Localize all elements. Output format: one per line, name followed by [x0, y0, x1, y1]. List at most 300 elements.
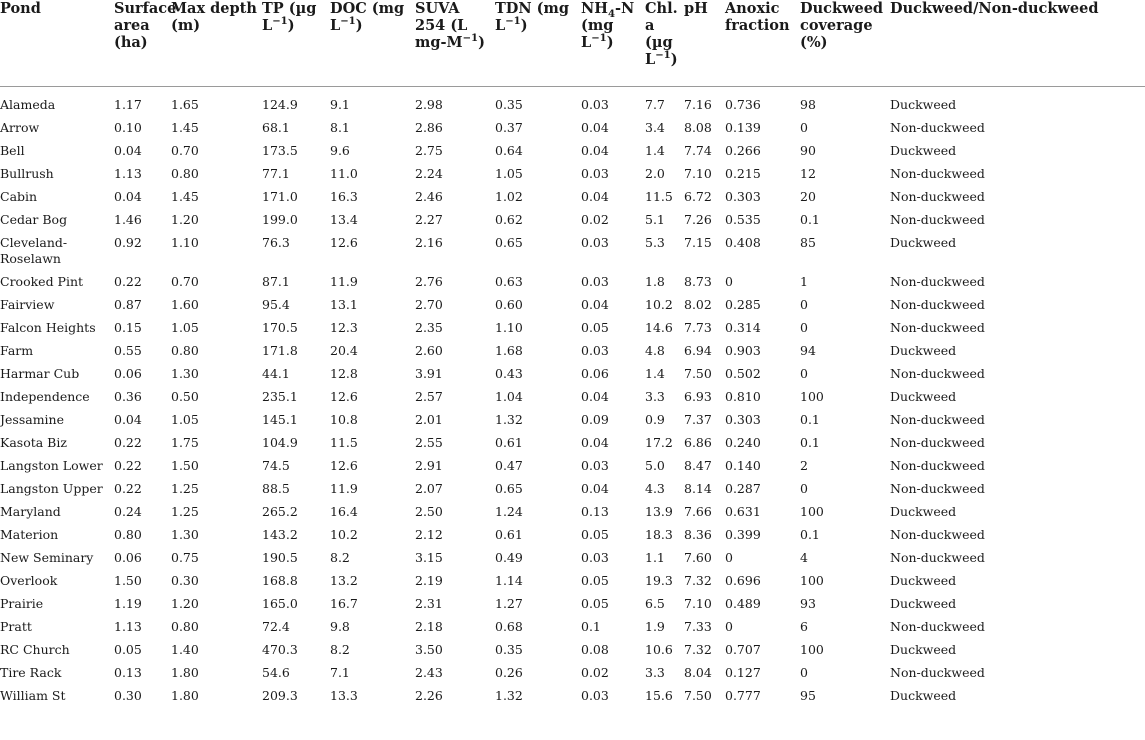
cell-max-depth: 1.20 [171, 211, 199, 227]
table-row [0, 293, 1145, 316]
cell-surface-area: 0.22 [114, 457, 142, 473]
cell-anoxic-fraction: 0.127 [725, 664, 761, 680]
cell-nh4n: 0.05 [581, 595, 609, 611]
cell-surface-area: 0.22 [114, 273, 142, 289]
cell-anoxic-fraction: 0.736 [725, 96, 761, 112]
cell-nh4n: 0.04 [581, 119, 609, 135]
cell-tdn: 0.68 [495, 618, 523, 634]
cell-duckweed-coverage: 95 [800, 687, 816, 703]
cell-pond: Cedar Bog [0, 211, 68, 227]
cell-suva: 2.19 [415, 572, 443, 588]
cell-surface-area: 1.13 [114, 165, 142, 181]
cell-tp: 265.2 [262, 503, 298, 519]
cell-pond: Crooked Pint [0, 273, 84, 289]
cell-suva: 2.07 [415, 480, 443, 496]
cell-pond: Bell [0, 142, 25, 158]
cell-nh4n: 0.13 [581, 503, 609, 519]
column-header-surface-area: Surface area (ha) [114, 0, 171, 86]
cell-suva: 2.50 [415, 503, 443, 519]
cell-max-depth: 1.45 [171, 119, 199, 135]
cell-duckweed-class: Non-duckweed [890, 273, 985, 289]
cell-chl-a: 3.4 [645, 119, 665, 135]
cell-tp: 95.4 [262, 296, 290, 312]
cell-doc: 13.1 [330, 296, 358, 312]
cell-tdn: 0.60 [495, 296, 523, 312]
header-row [0, 0, 1145, 86]
cell-chl-a: 7.7 [645, 96, 665, 112]
cell-chl-a: 5.3 [645, 234, 665, 250]
cell-tdn: 0.37 [495, 119, 523, 135]
table-row [0, 93, 1145, 116]
table-row [0, 231, 1145, 270]
table-row [0, 477, 1145, 500]
table-row [0, 638, 1145, 661]
table-row [0, 408, 1145, 431]
cell-nh4n: 0.08 [581, 641, 609, 657]
cell-pond: Prairie [0, 595, 44, 611]
cell-ph: 7.74 [684, 142, 712, 158]
cell-ph: 7.37 [684, 411, 712, 427]
cell-tdn: 0.65 [495, 480, 523, 496]
cell-chl-a: 3.3 [645, 388, 665, 404]
cell-tdn: 1.14 [495, 572, 523, 588]
cell-chl-a: 11.5 [645, 188, 673, 204]
cell-ph: 7.60 [684, 549, 712, 565]
cell-tp: 199.0 [262, 211, 298, 227]
cell-ph: 6.94 [684, 342, 712, 358]
cell-tdn: 0.35 [495, 96, 523, 112]
cell-pond: Fairview [0, 296, 55, 312]
cell-doc: 9.1 [330, 96, 350, 112]
cell-duckweed-class: Non-duckweed [890, 119, 985, 135]
cell-suva: 2.35 [415, 319, 443, 335]
cell-nh4n: 0.03 [581, 273, 609, 289]
cell-nh4n: 0.03 [581, 96, 609, 112]
cell-max-depth: 1.10 [171, 234, 199, 250]
cell-chl-a: 19.3 [645, 572, 673, 588]
cell-pond: William St [0, 687, 66, 703]
cell-duckweed-coverage: 0 [800, 664, 808, 680]
cell-anoxic-fraction: 0.303 [725, 411, 761, 427]
cell-anoxic-fraction: 0.489 [725, 595, 761, 611]
table-row [0, 431, 1145, 454]
cell-anoxic-fraction: 0.408 [725, 234, 761, 250]
cell-duckweed-class: Non-duckweed [890, 434, 985, 450]
cell-surface-area: 0.13 [114, 664, 142, 680]
cell-pond: Kasota Biz [0, 434, 67, 450]
column-header-ph: pH [684, 0, 725, 86]
cell-anoxic-fraction: 0 [725, 273, 733, 289]
cell-anoxic-fraction: 0 [725, 618, 733, 634]
cell-chl-a: 5.1 [645, 211, 665, 227]
cell-chl-a: 10.6 [645, 641, 673, 657]
cell-nh4n: 0.02 [581, 664, 609, 680]
cell-tdn: 0.35 [495, 641, 523, 657]
cell-tp: 165.0 [262, 595, 298, 611]
cell-anoxic-fraction: 0 [725, 549, 733, 565]
cell-nh4n: 0.04 [581, 434, 609, 450]
column-header-duckweed-class: Duckweed/Non-duckweed [890, 0, 1145, 86]
cell-chl-a: 1.9 [645, 618, 665, 634]
cell-chl-a: 18.3 [645, 526, 673, 542]
cell-duckweed-class: Non-duckweed [890, 480, 985, 496]
cell-pond: Langston Lower [0, 457, 103, 473]
cell-max-depth: 1.40 [171, 641, 199, 657]
cell-ph: 8.08 [684, 119, 712, 135]
cell-pond: Pratt [0, 618, 32, 634]
cell-tp: 44.1 [262, 365, 290, 381]
cell-duckweed-coverage: 0 [800, 119, 808, 135]
cell-nh4n: 0.02 [581, 211, 609, 227]
cell-surface-area: 0.80 [114, 526, 142, 542]
cell-doc: 12.3 [330, 319, 358, 335]
cell-suva: 3.15 [415, 549, 443, 565]
cell-pond: New Seminary [0, 549, 94, 565]
cell-ph: 8.14 [684, 480, 712, 496]
cell-doc: 12.6 [330, 234, 358, 250]
cell-doc: 11.0 [330, 165, 358, 181]
cell-max-depth: 1.05 [171, 411, 199, 427]
cell-tp: 209.3 [262, 687, 298, 703]
cell-duckweed-coverage: 100 [800, 503, 824, 519]
cell-ph: 8.04 [684, 664, 712, 680]
cell-tdn: 0.64 [495, 142, 523, 158]
cell-duckweed-class: Non-duckweed [890, 411, 985, 427]
cell-tdn: 1.04 [495, 388, 523, 404]
cell-max-depth: 0.70 [171, 273, 199, 289]
cell-duckweed-coverage: 100 [800, 641, 824, 657]
column-header-suva: SUVA 254 (L $mg-M^{-1}$) [415, 0, 495, 86]
table-row [0, 316, 1145, 339]
cell-tp: 170.5 [262, 319, 298, 335]
cell-doc: 11.5 [330, 434, 358, 450]
column-header-tp: TP (µg $L^{-1}$) [262, 0, 330, 86]
cell-duckweed-class: Duckweed [890, 687, 957, 703]
cell-anoxic-fraction: 0.266 [725, 142, 761, 158]
cell-anoxic-fraction: 0.140 [725, 457, 761, 473]
cell-suva: 2.55 [415, 434, 443, 450]
cell-pond: Bullrush [0, 165, 54, 181]
cell-anoxic-fraction: 0.287 [725, 480, 761, 496]
cell-pond: Jessamine [0, 411, 64, 427]
cell-tdn: 1.68 [495, 342, 523, 358]
cell-duckweed-coverage: 1 [800, 273, 808, 289]
cell-anoxic-fraction: 0.502 [725, 365, 761, 381]
cell-ph: 7.15 [684, 234, 712, 250]
cell-suva: 3.50 [415, 641, 443, 657]
cell-duckweed-class: Duckweed [890, 641, 957, 657]
cell-suva: 2.86 [415, 119, 443, 135]
cell-duckweed-coverage: 0 [800, 480, 808, 496]
cell-anoxic-fraction: 0.285 [725, 296, 761, 312]
table-row [0, 569, 1145, 592]
cell-max-depth: 1.25 [171, 480, 199, 496]
cell-pond: Falcon Heights [0, 319, 96, 335]
cell-max-depth: 0.30 [171, 572, 199, 588]
cell-duckweed-class: Duckweed [890, 572, 957, 588]
cell-tdn: 1.02 [495, 188, 523, 204]
cell-pond: Independence [0, 388, 90, 404]
cell-tp: 74.5 [262, 457, 290, 473]
cell-chl-a: 1.8 [645, 273, 665, 289]
cell-pond: RC Church [0, 641, 70, 657]
cell-duckweed-coverage: 6 [800, 618, 808, 634]
cell-duckweed-class: Duckweed [890, 234, 957, 250]
cell-ph: 7.26 [684, 211, 712, 227]
cell-surface-area: 0.04 [114, 142, 142, 158]
cell-duckweed-coverage: 0.1 [800, 434, 820, 450]
cell-chl-a: 2.0 [645, 165, 665, 181]
cell-max-depth: 1.80 [171, 664, 199, 680]
cell-doc: 12.6 [330, 457, 358, 473]
cell-tp: 470.3 [262, 641, 298, 657]
cell-surface-area: 1.19 [114, 595, 142, 611]
column-header-nh4n: $NH_4-N$ (mg $L^{-1}$) [581, 0, 645, 86]
cell-duckweed-coverage: 12 [800, 165, 816, 181]
cell-max-depth: 1.20 [171, 595, 199, 611]
cell-pond: Materion [0, 526, 59, 542]
cell-chl-a: 17.2 [645, 434, 673, 450]
cell-suva: 2.57 [415, 388, 443, 404]
cell-duckweed-class: Non-duckweed [890, 618, 985, 634]
cell-anoxic-fraction: 0.240 [725, 434, 761, 450]
cell-anoxic-fraction: 0.399 [725, 526, 761, 542]
cell-surface-area: 0.22 [114, 480, 142, 496]
cell-duckweed-class: Non-duckweed [890, 664, 985, 680]
cell-surface-area: 0.30 [114, 687, 142, 703]
cell-duckweed-class: Non-duckweed [890, 296, 985, 312]
cell-tp: 76.3 [262, 234, 290, 250]
cell-ph: 7.73 [684, 319, 712, 335]
cell-tp: 190.5 [262, 549, 298, 565]
cell-anoxic-fraction: 0.631 [725, 503, 761, 519]
cell-max-depth: 1.30 [171, 365, 199, 381]
column-header-pond: Pond [0, 0, 114, 86]
cell-duckweed-class: Non-duckweed [890, 365, 985, 381]
cell-nh4n: 0.09 [581, 411, 609, 427]
cell-tp: 124.9 [262, 96, 298, 112]
cell-surface-area: 0.15 [114, 319, 142, 335]
table-row [0, 454, 1145, 477]
cell-max-depth: 1.25 [171, 503, 199, 519]
cell-anoxic-fraction: 0.903 [725, 342, 761, 358]
cell-max-depth: 0.70 [171, 142, 199, 158]
cell-tdn: 1.10 [495, 319, 523, 335]
cell-pond: Langston Upper [0, 480, 103, 496]
cell-doc: 20.4 [330, 342, 358, 358]
cell-anoxic-fraction: 0.314 [725, 319, 761, 335]
cell-anoxic-fraction: 0.696 [725, 572, 761, 588]
cell-ph: 8.36 [684, 526, 712, 542]
cell-anoxic-fraction: 0.777 [725, 687, 761, 703]
cell-surface-area: 0.04 [114, 411, 142, 427]
table-row [0, 116, 1145, 139]
cell-nh4n: 0.05 [581, 319, 609, 335]
cell-tdn: 0.47 [495, 457, 523, 473]
cell-tp: 88.5 [262, 480, 290, 496]
cell-tdn: 1.24 [495, 503, 523, 519]
cell-tp: 173.5 [262, 142, 298, 158]
cell-suva: 2.18 [415, 618, 443, 634]
cell-tdn: 0.65 [495, 234, 523, 250]
cell-duckweed-coverage: 0 [800, 296, 808, 312]
cell-tp: 171.8 [262, 342, 298, 358]
cell-nh4n: 0.03 [581, 165, 609, 181]
cell-duckweed-class: Non-duckweed [890, 526, 985, 542]
cell-duckweed-class: Duckweed [890, 96, 957, 112]
cell-suva: 2.12 [415, 526, 443, 542]
cell-doc: 11.9 [330, 273, 358, 289]
cell-duckweed-class: Duckweed [890, 342, 957, 358]
cell-doc: 13.2 [330, 572, 358, 588]
cell-max-depth: 0.80 [171, 618, 199, 634]
cell-duckweed-coverage: 0.1 [800, 526, 820, 542]
cell-max-depth: 1.60 [171, 296, 199, 312]
cell-surface-area: 0.22 [114, 434, 142, 450]
column-header-duckweed-coverage: Duckweed coverage (%) [800, 0, 890, 86]
cell-doc: 13.4 [330, 211, 358, 227]
cell-ph: 7.33 [684, 618, 712, 634]
cell-nh4n: 0.04 [581, 188, 609, 204]
cell-ph: 6.86 [684, 434, 712, 450]
cell-pond: Cleveland-Roselawn [0, 234, 68, 266]
cell-ph: 7.32 [684, 572, 712, 588]
cell-ph: 6.72 [684, 188, 712, 204]
cell-duckweed-coverage: 0.1 [800, 211, 820, 227]
cell-tdn: 0.26 [495, 664, 523, 680]
cell-surface-area: 0.06 [114, 365, 142, 381]
cell-surface-area: 1.46 [114, 211, 142, 227]
cell-duckweed-coverage: 2 [800, 457, 808, 473]
cell-chl-a: 15.6 [645, 687, 673, 703]
table-row [0, 385, 1145, 408]
cell-surface-area: 0.05 [114, 641, 142, 657]
cell-max-depth: 1.65 [171, 96, 199, 112]
cell-tp: 68.1 [262, 119, 290, 135]
cell-tdn: 1.27 [495, 595, 523, 611]
cell-nh4n: 0.05 [581, 526, 609, 542]
cell-chl-a: 10.2 [645, 296, 673, 312]
cell-doc: 16.4 [330, 503, 358, 519]
cell-tp: 54.6 [262, 664, 290, 680]
cell-tdn: 1.32 [495, 411, 523, 427]
cell-duckweed-class: Non-duckweed [890, 211, 985, 227]
cell-ph: 8.02 [684, 296, 712, 312]
cell-duckweed-class: Duckweed [890, 595, 957, 611]
cell-duckweed-coverage: 85 [800, 234, 816, 250]
cell-anoxic-fraction: 0.303 [725, 188, 761, 204]
cell-max-depth: 0.50 [171, 388, 199, 404]
cell-suva: 2.91 [415, 457, 443, 473]
cell-doc: 10.2 [330, 526, 358, 542]
cell-max-depth: 0.80 [171, 342, 199, 358]
cell-ph: 7.32 [684, 641, 712, 657]
cell-max-depth: 1.75 [171, 434, 199, 450]
cell-chl-a: 1.4 [645, 365, 665, 381]
cell-doc: 11.9 [330, 480, 358, 496]
cell-tp: 104.9 [262, 434, 298, 450]
cell-anoxic-fraction: 0.215 [725, 165, 761, 181]
table-row [0, 139, 1145, 162]
cell-surface-area: 1.13 [114, 618, 142, 634]
cell-suva: 2.46 [415, 188, 443, 204]
cell-tdn: 1.05 [495, 165, 523, 181]
cell-duckweed-coverage: 0 [800, 319, 808, 335]
cell-nh4n: 0.05 [581, 572, 609, 588]
cell-ph: 7.16 [684, 96, 712, 112]
cell-doc: 12.8 [330, 365, 358, 381]
cell-tdn: 0.61 [495, 434, 523, 450]
cell-anoxic-fraction: 0.707 [725, 641, 761, 657]
column-header-tdn: TDN (mg $L^{-1}$) [495, 0, 581, 86]
cell-duckweed-class: Duckweed [890, 503, 957, 519]
cell-surface-area: 0.36 [114, 388, 142, 404]
cell-chl-a: 13.9 [645, 503, 673, 519]
cell-surface-area: 0.10 [114, 119, 142, 135]
cell-doc: 10.8 [330, 411, 358, 427]
table-row [0, 684, 1145, 707]
cell-doc: 12.6 [330, 388, 358, 404]
cell-duckweed-coverage: 20 [800, 188, 816, 204]
cell-max-depth: 1.80 [171, 687, 199, 703]
cell-pond: Alameda [0, 96, 56, 112]
cell-max-depth: 1.45 [171, 188, 199, 204]
cell-suva: 2.27 [415, 211, 443, 227]
cell-pond: Maryland [0, 503, 61, 519]
column-header-anoxic-fraction: Anoxic fraction [725, 0, 800, 86]
cell-suva: 2.60 [415, 342, 443, 358]
cell-doc: 8.2 [330, 549, 350, 565]
cell-duckweed-class: Non-duckweed [890, 165, 985, 181]
cell-surface-area: 1.50 [114, 572, 142, 588]
cell-ph: 7.10 [684, 165, 712, 181]
table-row [0, 661, 1145, 684]
cell-duckweed-coverage: 4 [800, 549, 808, 565]
cell-max-depth: 1.50 [171, 457, 199, 473]
cell-ph: 6.93 [684, 388, 712, 404]
cell-duckweed-coverage: 94 [800, 342, 816, 358]
cell-ph: 8.47 [684, 457, 712, 473]
cell-pond: Cabin [0, 188, 38, 204]
cell-chl-a: 6.5 [645, 595, 665, 611]
cell-pond: Harmar Cub [0, 365, 80, 381]
cell-nh4n: 0.03 [581, 687, 609, 703]
cell-tp: 145.1 [262, 411, 298, 427]
cell-doc: 16.3 [330, 188, 358, 204]
cell-chl-a: 5.0 [645, 457, 665, 473]
cell-tdn: 0.49 [495, 549, 523, 565]
table-row [0, 500, 1145, 523]
table-row [0, 185, 1145, 208]
cell-suva: 2.24 [415, 165, 443, 181]
cell-surface-area: 0.04 [114, 188, 142, 204]
cell-duckweed-class: Non-duckweed [890, 457, 985, 473]
cell-nh4n: 0.03 [581, 549, 609, 565]
cell-doc: 9.6 [330, 142, 350, 158]
cell-tp: 143.2 [262, 526, 298, 542]
cell-chl-a: 14.6 [645, 319, 673, 335]
cell-duckweed-coverage: 100 [800, 388, 824, 404]
cell-surface-area: 0.92 [114, 234, 142, 250]
cell-doc: 13.3 [330, 687, 358, 703]
cell-pond: Overlook [0, 572, 58, 588]
table-row [0, 615, 1145, 638]
cell-chl-a: 4.8 [645, 342, 665, 358]
cell-duckweed-coverage: 0 [800, 365, 808, 381]
cell-pond: Tire Rack [0, 664, 62, 680]
cell-nh4n: 0.04 [581, 388, 609, 404]
cell-max-depth: 1.05 [171, 319, 199, 335]
